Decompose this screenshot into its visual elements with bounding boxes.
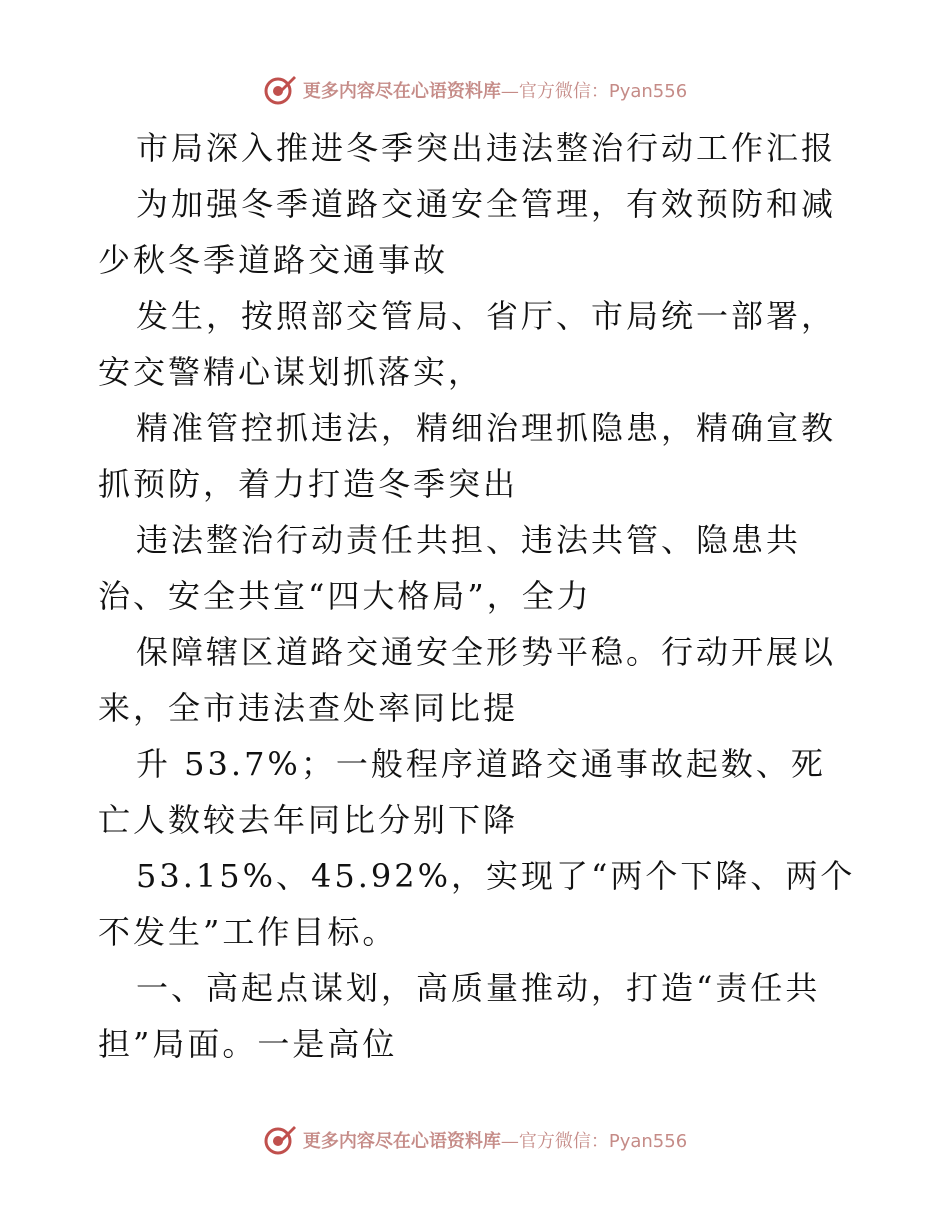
watermark-text: [303, 1127, 687, 1153]
watermark-brand: 更多内容尽在心语资料库: [302, 81, 501, 102]
document-title: 市局深入推进冬季突出违法整治行动工作汇报: [136, 129, 837, 167]
watermark-separator: —: [500, 1131, 519, 1152]
paragraph: 违法整治行动责任共担、违法共管、隐患共治、安全共宣“四大格局”，全力: [98, 521, 802, 615]
paragraph: 53.15%、45.92%，实现了“两个下降、两个不发生”工作目标。: [98, 857, 856, 951]
paragraph: 升 53.7%；一般程序道路交通事故起数、死亡人数较去年同比分别下降: [98, 745, 826, 839]
paragraph: 保障辖区道路交通安全形势平稳。行动开展以来，全市违法查处率同比提: [98, 633, 837, 727]
watermark-text: [303, 77, 687, 103]
paragraph: 精准管控抓违法，精细治理抓隐患，精确宣教抓预防，着力打造冬季突出: [98, 409, 837, 503]
watermark-footer: [0, 1120, 950, 1160]
paragraph: 为加强冬季道路交通安全管理，有效预防和减少秋冬季道路交通事故: [98, 185, 837, 279]
watermark-brand: 更多内容尽在心语资料库: [302, 1131, 501, 1152]
pen-logo-icon: [263, 1123, 297, 1157]
watermark-account: Pyan556: [608, 81, 688, 102]
document-body: [98, 120, 858, 1072]
section-heading: 一、高起点谋划，高质量推动，打造“责任共担”局面。一是高位: [98, 969, 821, 1063]
watermark-official: 官方微信：: [518, 1131, 609, 1152]
watermark-official: 官方微信：: [518, 81, 609, 102]
pen-logo-icon: [263, 73, 297, 107]
watermark-header: [0, 70, 950, 110]
paragraph: 发生，按照部交管局、省厅、市局统一部署，安交警精心谋划抓落实，: [98, 297, 837, 391]
watermark-separator: —: [500, 81, 519, 102]
watermark-account: Pyan556: [608, 1131, 688, 1152]
